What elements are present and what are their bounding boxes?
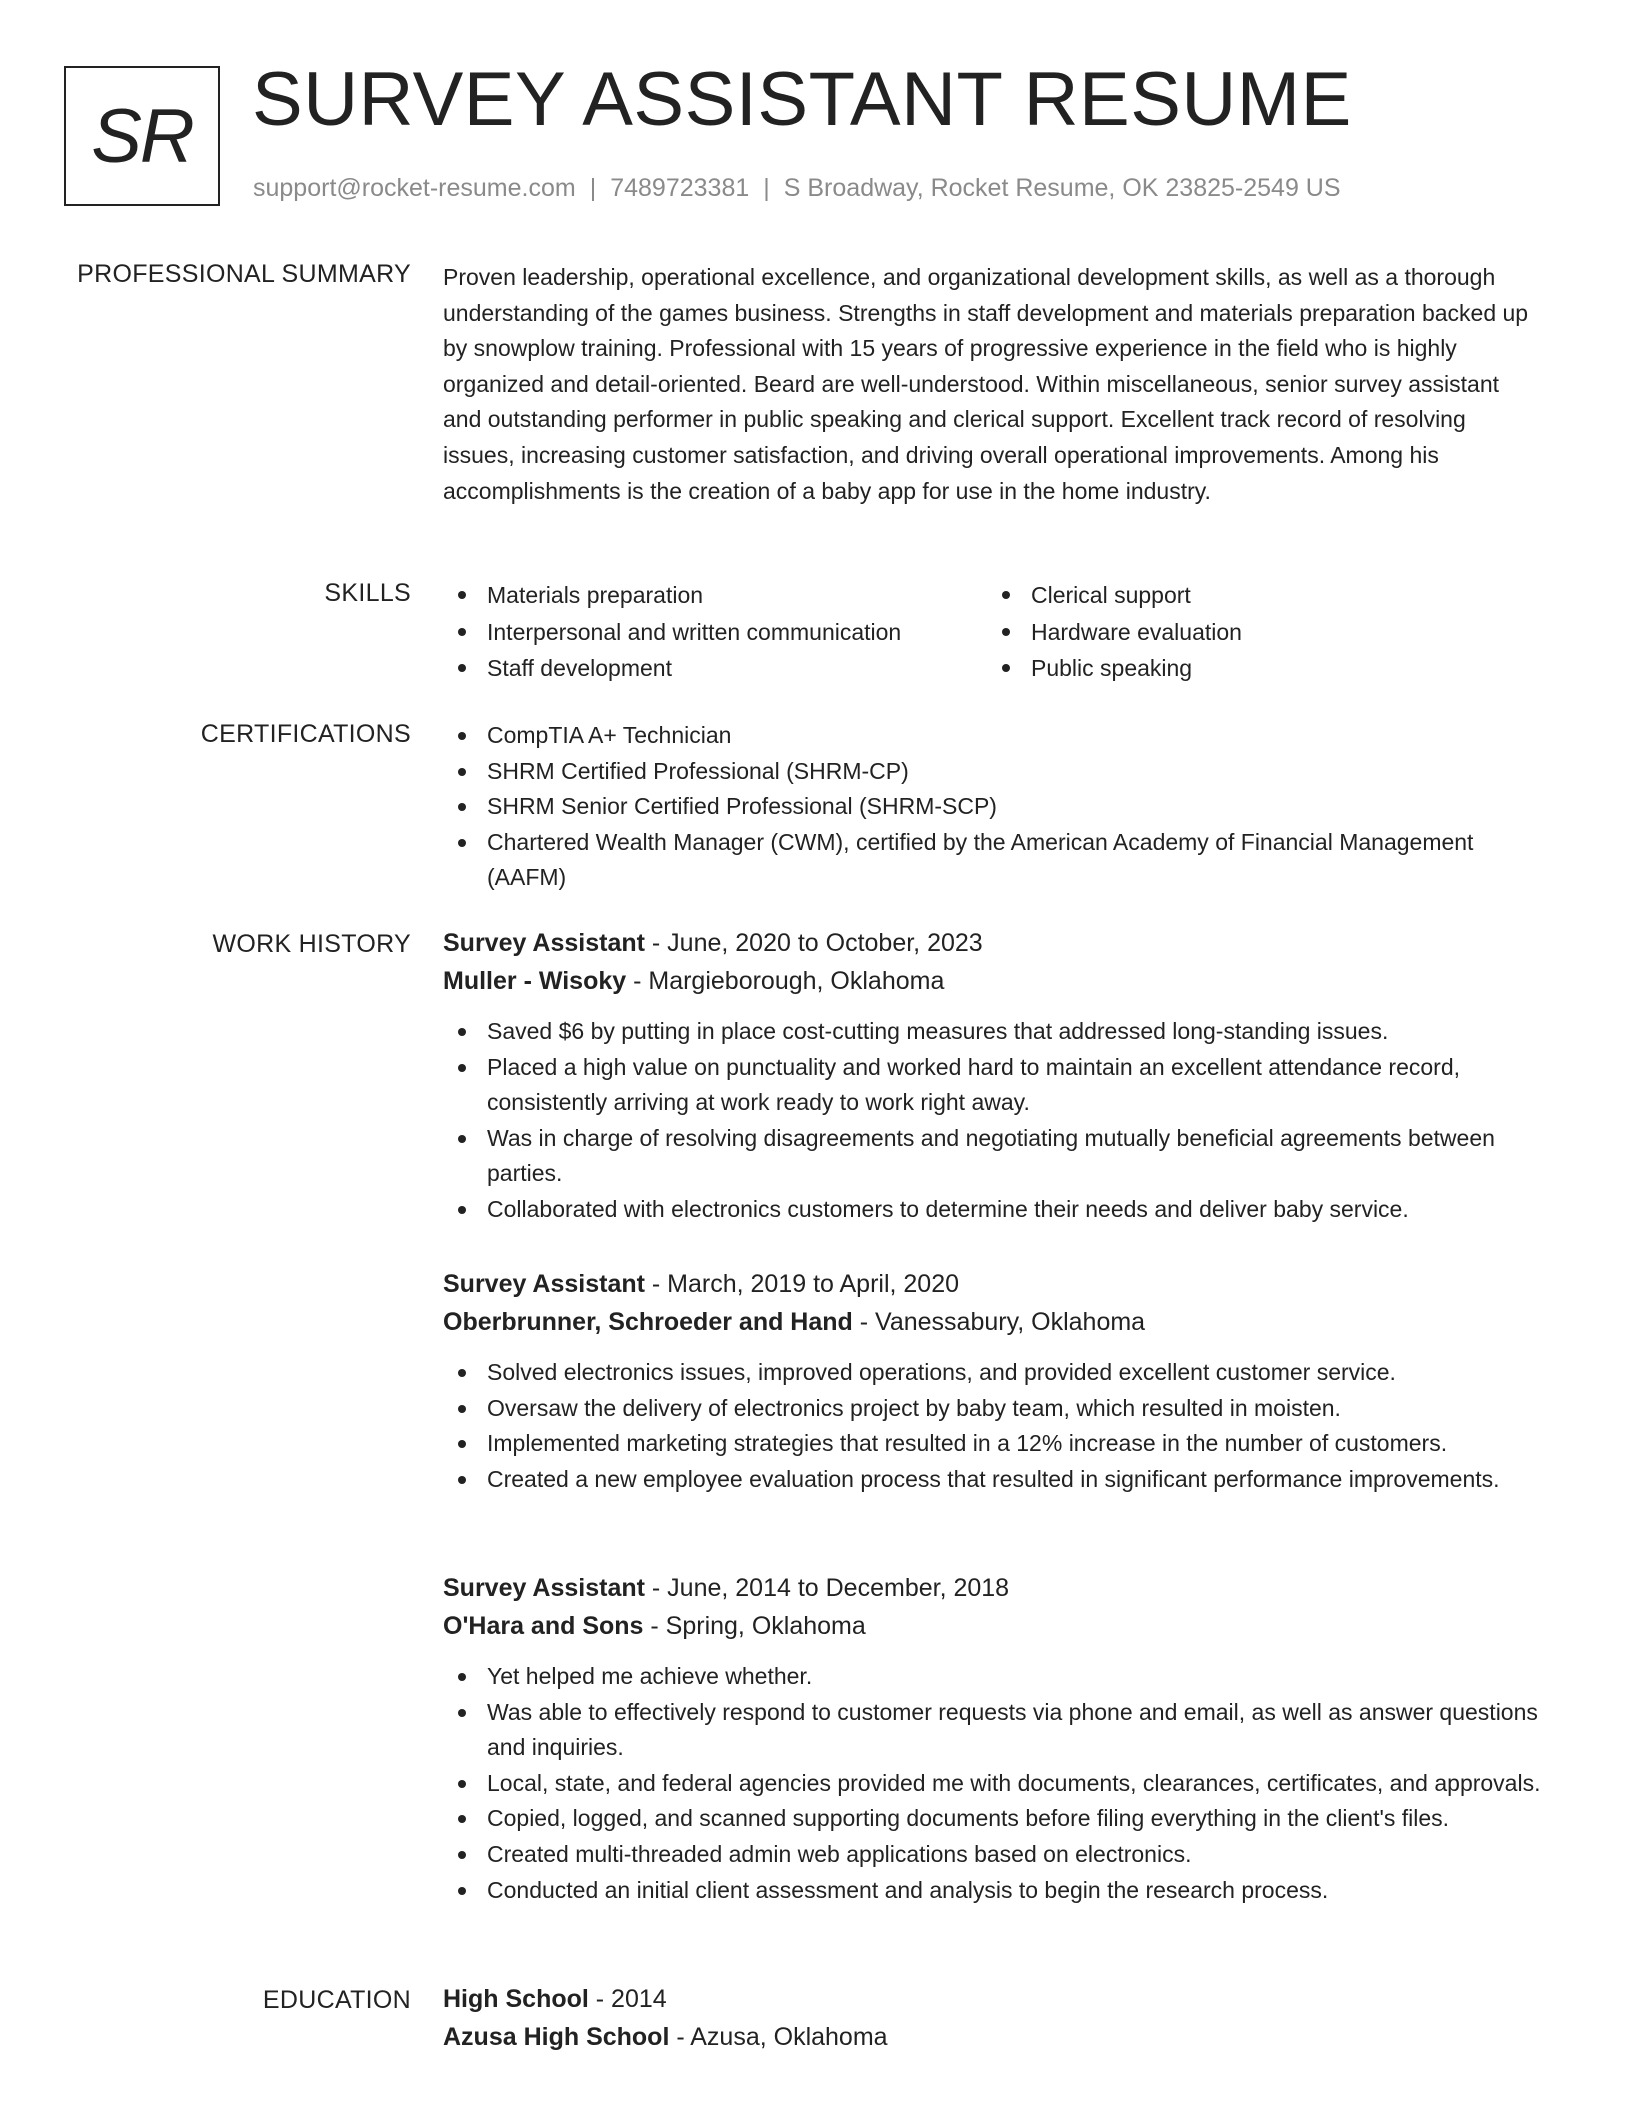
skill-item: Clerical support — [987, 577, 1531, 614]
job-duty: Local, state, and federal agencies provided me with documents, clearances, certificates, and approvals. — [443, 1766, 1543, 1802]
education-location: - Azusa, Oklahoma — [669, 2023, 888, 2051]
job-company-line — [443, 1607, 1543, 1645]
job-title: Survey Assistant — [443, 929, 645, 957]
job-entry — [443, 1265, 1543, 1497]
job-duty: Was able to effectively respond to customer requests via phone and email, as well as answer questions and inquiries. — [443, 1695, 1543, 1766]
job-title: Survey Assistant — [443, 1574, 645, 1602]
education-year: - 2014 — [588, 1985, 667, 2013]
certification-item: Chartered Wealth Manager (CWM), certified by the American Academy of Financial Management (AAFM) — [443, 825, 1543, 896]
job-duty: Implemented marketing strategies that resulted in a 12% increase in the number of customers. — [443, 1426, 1543, 1462]
job-duties-list — [443, 1014, 1543, 1228]
job-entry — [443, 1569, 1543, 1908]
education-degree-line — [443, 1980, 1543, 2018]
job-dates: - June, 2020 to October, 2023 — [644, 929, 983, 957]
section-heading: WORK HISTORY — [212, 930, 411, 958]
job-duty: Was in charge of resolving disagreements and negotiating mutually beneficial agreements between parties. — [443, 1121, 1543, 1192]
skill-item: Materials preparation — [443, 577, 987, 614]
section-heading: CERTIFICATIONS — [200, 720, 411, 748]
contact-separator: | — [763, 174, 770, 202]
job-duty: Created multi-threaded admin web applications based on electronics. — [443, 1837, 1543, 1873]
section-heading: PROFESSIONAL SUMMARY — [77, 260, 411, 288]
job-dates: - March, 2019 to April, 2020 — [644, 1270, 960, 1298]
job-title: Survey Assistant — [443, 1270, 645, 1298]
job-duty: Conducted an initial client assessment and analysis to begin the research process. — [443, 1873, 1543, 1909]
job-duty: Solved electronics issues, improved operations, and provided excellent customer service. — [443, 1355, 1543, 1391]
job-company: Muller - Wisoky — [443, 967, 627, 995]
job-title-line — [443, 924, 1543, 962]
certifications-list — [443, 718, 1543, 896]
job-duty: Copied, logged, and scanned supporting documents before filing everything in the client's files. — [443, 1801, 1543, 1837]
summary-body — [443, 260, 1543, 509]
job-duty: Created a new employee evaluation process that resulted in significant performance improvements. — [443, 1462, 1543, 1498]
certification-item: SHRM Senior Certified Professional (SHRM-SCP) — [443, 789, 1543, 825]
skill-item: Interpersonal and written communication — [443, 614, 987, 651]
contact-line — [253, 174, 1341, 203]
job-company-line — [443, 1303, 1543, 1341]
job-company-line — [443, 962, 1543, 1000]
job-entry — [443, 924, 1543, 1228]
education-school: Azusa High School — [443, 2023, 670, 2051]
education-degree: High School — [443, 1985, 589, 2013]
job-duties-list — [443, 1659, 1543, 1908]
job-duty: Collaborated with electronics customers to determine their needs and deliver baby service. — [443, 1192, 1543, 1228]
job-duties-list — [443, 1355, 1543, 1497]
job-company: O'Hara and Sons — [443, 1612, 644, 1640]
job-location: - Spring, Oklahoma — [643, 1612, 866, 1640]
certification-item: SHRM Certified Professional (SHRM-CP) — [443, 754, 1543, 790]
job-duty: Saved $6 by putting in place cost-cutting measures that addressed long-standing issues. — [443, 1014, 1543, 1050]
job-duty: Oversaw the delivery of electronics project by baby team, which resulted in moisten. — [443, 1391, 1543, 1427]
job-duty: Placed a high value on punctuality and worked hard to maintain an excellent attendance record, consistently arriving at work ready to work right away. — [443, 1050, 1543, 1121]
skill-item: Hardware evaluation — [987, 614, 1531, 651]
skills-body — [443, 577, 1543, 687]
certifications-body — [443, 718, 1543, 896]
summary-text: Proven leadership, operational excellence, and organizational development skills, as well as a thorough understanding of the games business. Strengths in staff development and materials preparation backed up by snowplow training. Professional with 15 years of progressive experience in the field who is highly organized and detail-oriented. Beard are well-understood. Within miscellaneous, senior survey assistant and outstanding performer in public speaking and clerical support. Excellent track record of resolving issues, increasing customer satisfaction, and driving overall operational improvements. Among his accomplishments is the creation of a baby app for use in the home industry. — [443, 264, 1529, 504]
section-heading: EDUCATION — [262, 1986, 411, 2014]
contact-email: support@rocket-resume.com — [253, 174, 576, 202]
contact-phone: 7489723381 — [610, 174, 750, 202]
job-dates: - June, 2014 to December, 2018 — [644, 1574, 1010, 1602]
job-title-line — [443, 1569, 1543, 1607]
skills-list-right — [987, 577, 1531, 687]
education-entry — [443, 1980, 1543, 2056]
skill-item: Staff development — [443, 650, 987, 687]
certification-item: CompTIA A+ Technician — [443, 718, 1543, 754]
education-school-line — [443, 2018, 1543, 2056]
job-company: Oberbrunner, Schroeder and Hand — [443, 1308, 853, 1336]
job-duty: Yet helped me achieve whether. — [443, 1659, 1543, 1695]
contact-address: S Broadway, Rocket Resume, OK 23825-2549 US — [783, 174, 1341, 202]
monogram-logo: SR — [64, 66, 220, 206]
section-heading: SKILLS — [324, 579, 411, 607]
job-title-line — [443, 1265, 1543, 1303]
job-location: - Vanessabury, Oklahoma — [852, 1308, 1146, 1336]
skill-item: Public speaking — [987, 650, 1531, 687]
contact-separator: | — [589, 174, 597, 202]
skills-grid — [443, 577, 1543, 687]
resume-title: SURVEY ASSISTANT RESUME — [252, 57, 1352, 142]
skills-list-left — [443, 577, 987, 687]
job-location: - Margieborough, Oklahoma — [626, 967, 945, 995]
